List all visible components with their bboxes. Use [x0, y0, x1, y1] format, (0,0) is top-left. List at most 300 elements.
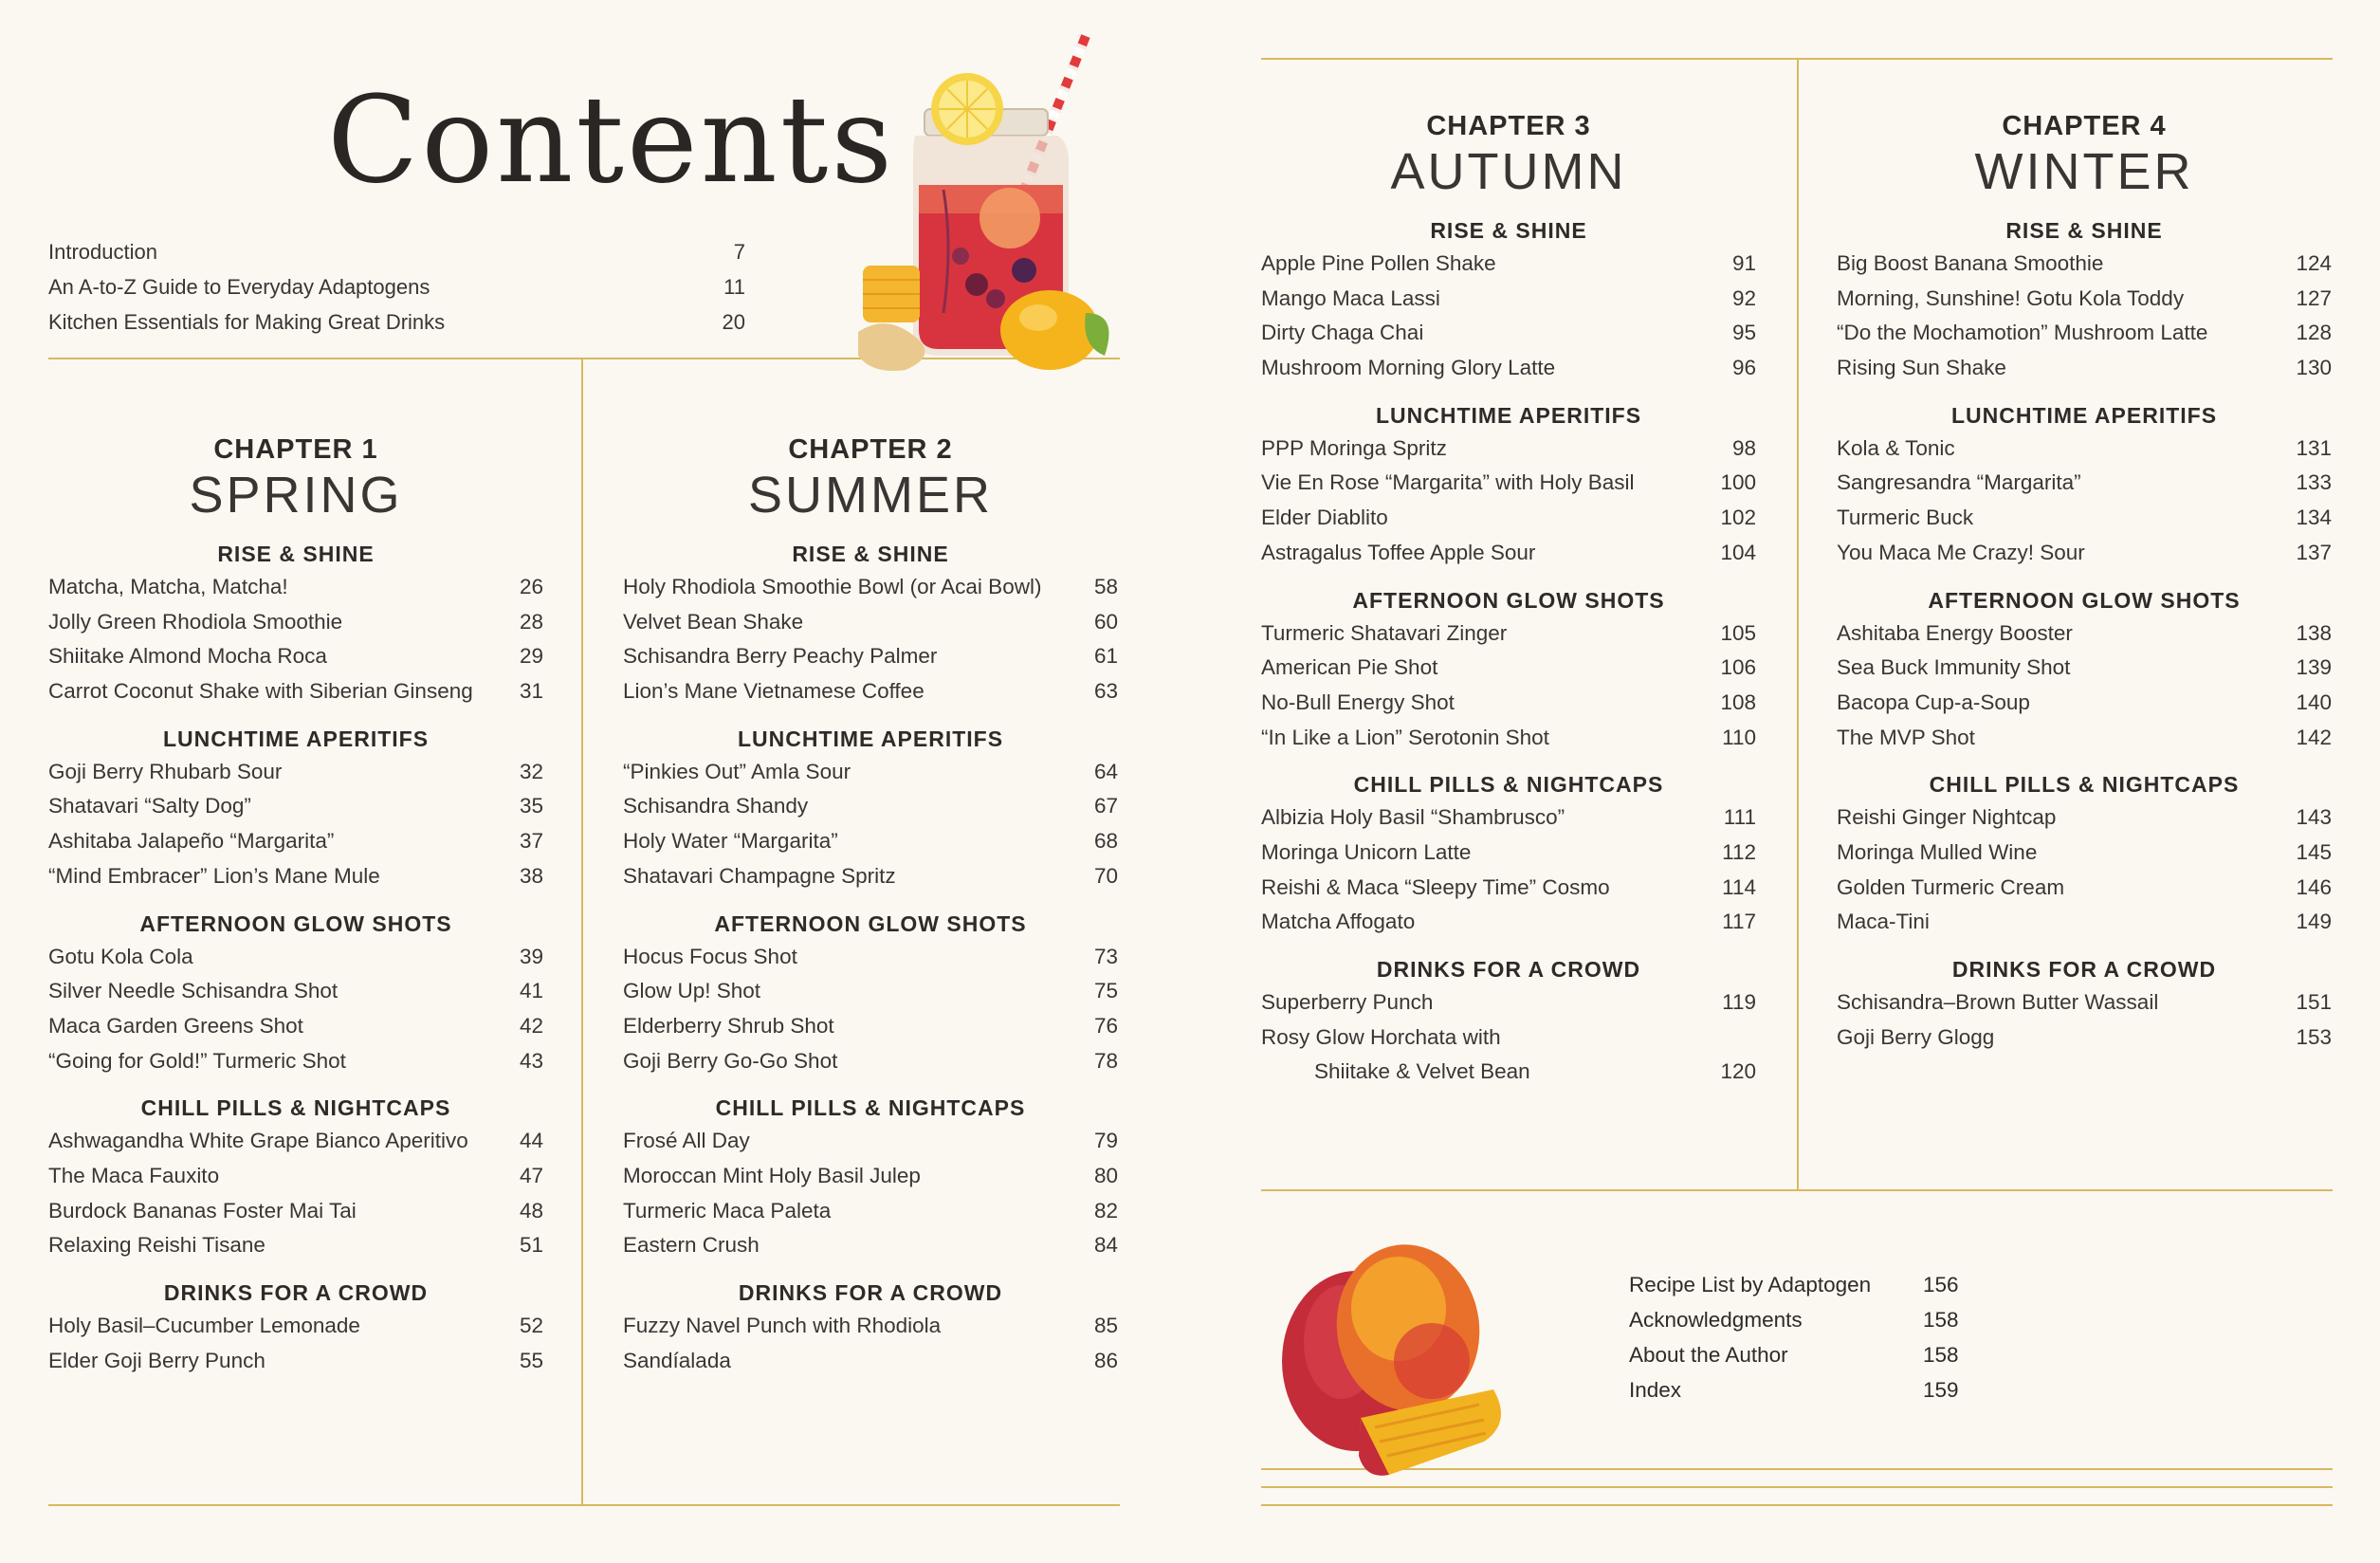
- list-item: [1261, 651, 1756, 686]
- chapter-3: [1261, 110, 1756, 1090]
- list-item: [48, 605, 543, 640]
- rule-left-divider: [581, 358, 583, 1505]
- list-item: [1837, 721, 2332, 756]
- entry-label: Moringa Unicorn Latte: [1261, 839, 1472, 864]
- entry-label: Shiitake & Velvet Bean: [1314, 1059, 1530, 1084]
- list-item: [623, 1194, 1118, 1229]
- entry-label: Mushroom Morning Glory Latte: [1261, 356, 1556, 380]
- entry-label: Turmeric Maca Paleta: [623, 1198, 832, 1223]
- list-item: [1261, 686, 1756, 721]
- entry-label: Maca Garden Greens Shot: [48, 1013, 303, 1038]
- list-item: [48, 1159, 543, 1194]
- list-item: [48, 940, 543, 975]
- entry-label: Kola & Tonic: [1837, 435, 1955, 460]
- page-number: 105: [1720, 620, 1756, 645]
- page-number: 39: [519, 944, 543, 968]
- section: [1837, 214, 2332, 386]
- page-number: 73: [1093, 944, 1118, 968]
- list-item: [48, 639, 543, 674]
- section: [48, 908, 543, 1079]
- list-item: [48, 570, 543, 605]
- entry-label: Shiitake Almond Mocha Roca: [48, 644, 327, 669]
- page-number: 48: [519, 1198, 543, 1223]
- entry-label: Albizia Holy Basil “Shambrusco”: [1261, 805, 1565, 830]
- page-number: 47: [519, 1163, 543, 1187]
- page-number: 111: [1723, 805, 1756, 830]
- list-item: [623, 674, 1118, 709]
- list-item: [1629, 1372, 1961, 1407]
- rule-bottom-right-3: [1261, 1504, 2333, 1506]
- entry-label: Acknowledgments: [1629, 1308, 1803, 1332]
- section-title: AFTERNOON GLOW SHOTS: [1352, 587, 1665, 613]
- entry-label: Hocus Focus Shot: [623, 944, 797, 968]
- page-number: 31: [519, 679, 543, 704]
- list-item: [1629, 1302, 1961, 1337]
- list-item: [48, 1344, 543, 1379]
- entry-label: About the Author: [1629, 1343, 1788, 1367]
- chapter-label: CHAPTER 2: [788, 434, 953, 465]
- rule-bottom-left: [48, 1504, 1120, 1506]
- list-item: [1837, 536, 2332, 571]
- list-item: [623, 1159, 1118, 1194]
- entry-label: Maca-Tini: [1837, 910, 1930, 934]
- entry-label: American Pie Shot: [1261, 655, 1438, 680]
- entry-label: Elder Diablito: [1261, 506, 1388, 530]
- list-item: [1261, 432, 1756, 467]
- list-item: [1837, 651, 2332, 686]
- section: [1261, 584, 1756, 756]
- page-number: 158: [1923, 1308, 1959, 1332]
- page-number: 38: [519, 863, 543, 888]
- page-number: 120: [1720, 1059, 1756, 1084]
- entry-label: Schisandra Shandy: [623, 794, 809, 818]
- page-number: 104: [1720, 540, 1756, 564]
- section-title: CHILL PILLS & NIGHTCAPS: [140, 1095, 451, 1121]
- page-number: 78: [1093, 1048, 1118, 1073]
- page-number: 140: [2296, 690, 2332, 714]
- section-title: DRINKS FOR A CROWD: [163, 1280, 429, 1305]
- section-title: RISE & SHINE: [217, 542, 375, 566]
- list-item: [623, 605, 1118, 640]
- list-item: [1261, 536, 1756, 571]
- section-title: AFTERNOON GLOW SHOTS: [1928, 587, 2241, 613]
- page-number: 42: [519, 1013, 543, 1038]
- entry-label: Eastern Crush: [623, 1233, 760, 1258]
- entry-label: Frosé All Day: [623, 1129, 750, 1153]
- list-item: [623, 974, 1118, 1009]
- entry-label: Matcha, Matcha, Matcha!: [48, 575, 288, 598]
- page-number: 158: [1923, 1343, 1959, 1367]
- entry-label: Shatavari Champagne Spritz: [623, 863, 896, 888]
- page-number: 63: [1093, 679, 1118, 704]
- page-number: 85: [1093, 1314, 1118, 1337]
- page-number: 26: [519, 575, 543, 598]
- mason-jar-drink-icon: [849, 28, 1124, 375]
- entry-label: Jolly Green Rhodiola Smoothie: [48, 609, 343, 634]
- entry-label: Sandíalada: [623, 1348, 731, 1372]
- entry-label: Glow Up! Shot: [623, 979, 761, 1003]
- section: [1261, 399, 1756, 571]
- entry-label: Turmeric Shatavari Zinger: [1261, 620, 1508, 645]
- list-item: [48, 304, 745, 340]
- list-item: [48, 1044, 543, 1079]
- section: [1261, 214, 1756, 386]
- section: [1837, 768, 2332, 940]
- chapter-name: SPRING: [189, 467, 403, 524]
- entry-label: You Maca Me Crazy! Sour: [1837, 540, 2085, 564]
- page-number: 28: [519, 609, 543, 634]
- chapter-label: CHAPTER 3: [1426, 111, 1591, 141]
- list-item: [1837, 686, 2332, 721]
- page-number: 128: [2296, 321, 2332, 345]
- entry-label: Moringa Mulled Wine: [1837, 839, 2038, 864]
- list-item: [623, 940, 1118, 975]
- entry-label: “Pinkies Out” Amla Sour: [623, 759, 851, 783]
- list-item: [1261, 836, 1756, 871]
- front-matter-list: [48, 234, 745, 340]
- section-title: DRINKS FOR A CROWD: [1376, 957, 1641, 982]
- page-number: 110: [1722, 725, 1756, 749]
- section-title: CHILL PILLS & NIGHTCAPS: [1353, 772, 1664, 798]
- section: [48, 1092, 543, 1263]
- page-number: 100: [1720, 470, 1756, 495]
- page-number: 52: [519, 1314, 543, 1337]
- page-number: 58: [1093, 575, 1118, 598]
- rule-bottom-right-2: [1261, 1486, 2333, 1488]
- section: [1837, 584, 2332, 756]
- page-number: 91: [1731, 251, 1756, 275]
- section-title: CHILL PILLS & NIGHTCAPS: [1929, 772, 2240, 798]
- list-item: [1837, 800, 2332, 836]
- page-number: 41: [519, 979, 543, 1003]
- entry-label: Astragalus Toffee Apple Sour: [1261, 540, 1536, 564]
- section: [623, 1277, 1118, 1378]
- section-title: AFTERNOON GLOW SHOTS: [139, 910, 452, 936]
- section-title: RISE & SHINE: [1430, 218, 1587, 243]
- entry-label: Rosy Glow Horchata with: [1261, 1024, 1501, 1049]
- entry-label: Golden Turmeric Cream: [1837, 874, 2065, 899]
- list-item: [623, 789, 1118, 824]
- entry-label: Dirty Chaga Chai: [1261, 321, 1424, 345]
- page-number: 137: [2296, 540, 2332, 564]
- chapter-2: [623, 433, 1118, 1378]
- list-item: [1837, 247, 2332, 282]
- section-title: DRINKS FOR A CROWD: [1951, 957, 2217, 982]
- entry-label: No-Bull Energy Shot: [1261, 690, 1455, 714]
- page-number: 108: [1720, 690, 1756, 714]
- entry-label: Reishi & Maca “Sleepy Time” Cosmo: [1261, 874, 1610, 899]
- list-item: [623, 1228, 1118, 1263]
- page-number: 75: [1093, 979, 1118, 1003]
- entry-label: Goji Berry Rhubarb Sour: [48, 759, 283, 783]
- entry-label: “Do the Mochamotion” Mushroom Latte: [1837, 321, 2208, 345]
- section-title: LUNCHTIME APERITIFS: [1375, 402, 1642, 428]
- entry-label: Vie En Rose “Margarita” with Holy Basil: [1261, 470, 1635, 495]
- entry-label: Apple Pine Pollen Shake: [1261, 251, 1496, 275]
- list-item: [623, 859, 1118, 894]
- entry-label: Big Boost Banana Smoothie: [1837, 251, 2104, 275]
- list-item: [48, 974, 543, 1009]
- list-item: [623, 1009, 1118, 1044]
- entry-label: Ashitaba Energy Booster: [1837, 620, 2073, 645]
- entry-label: Relaxing Reishi Tisane: [48, 1233, 265, 1258]
- section-title: CHILL PILLS & NIGHTCAPS: [715, 1095, 1026, 1121]
- page-number: 61: [1093, 644, 1118, 669]
- entry-label: Recipe List by Adaptogen: [1629, 1273, 1872, 1296]
- list-item: [1261, 316, 1756, 351]
- section: [48, 723, 543, 894]
- list-item: [1837, 905, 2332, 940]
- list-item: [1837, 616, 2332, 652]
- section: [1837, 399, 2332, 571]
- list-item: [48, 755, 543, 790]
- list-item: [48, 1124, 543, 1159]
- page-number: 11: [723, 275, 745, 299]
- page-number: 84: [1093, 1233, 1118, 1258]
- chapter-label: CHAPTER 1: [213, 434, 378, 465]
- list-item: [1629, 1337, 1961, 1372]
- page-number: 159: [1923, 1378, 1959, 1402]
- page-number: 79: [1093, 1129, 1118, 1153]
- page-number: 146: [2296, 874, 2332, 899]
- entry-label: Index: [1629, 1378, 1682, 1402]
- page-number: 106: [1720, 655, 1756, 680]
- list-item: [1261, 1021, 1756, 1056]
- list-item: [1261, 871, 1756, 906]
- page-number: 98: [1731, 435, 1756, 460]
- entry-label: Moroccan Mint Holy Basil Julep: [623, 1163, 921, 1187]
- entry-label: Elder Goji Berry Punch: [48, 1348, 265, 1372]
- list-item: [623, 570, 1118, 605]
- page-number: 64: [1093, 759, 1118, 783]
- chapter-name: WINTER: [1974, 143, 2194, 200]
- page-number: 139: [2296, 655, 2332, 680]
- entry-label: Reishi Ginger Nightcap: [1837, 805, 2057, 830]
- list-item: [1837, 351, 2332, 386]
- entry-label: Ashitaba Jalapeño “Margarita”: [48, 829, 335, 854]
- section: [623, 1092, 1118, 1263]
- rule-right-divider: [1797, 58, 1799, 1190]
- list-item: [1837, 501, 2332, 536]
- page-number: 95: [1731, 321, 1756, 345]
- list-item: [1837, 1021, 2332, 1056]
- page-number: 70: [1093, 863, 1118, 888]
- list-item: [1261, 616, 1756, 652]
- entry-label: Bacopa Cup-a-Soup: [1837, 690, 2030, 714]
- page-number: 7: [733, 240, 745, 264]
- page-number: 67: [1093, 794, 1118, 818]
- page-number: 82: [1093, 1198, 1118, 1223]
- list-item: [1261, 905, 1756, 940]
- page-title: Contents: [327, 70, 896, 210]
- page-number: 143: [2296, 805, 2332, 830]
- page-number: 151: [2296, 990, 2332, 1014]
- page-number: 51: [519, 1233, 543, 1258]
- list-item: [623, 639, 1118, 674]
- entry-label: Lion’s Mane Vietnamese Coffee: [623, 679, 925, 704]
- entry-label: Ashwagandha White Grape Bianco Aperitivo: [48, 1129, 468, 1153]
- page-number: 149: [2296, 910, 2332, 934]
- entry-label: Goji Berry Glogg: [1837, 1024, 1995, 1049]
- section-title: DRINKS FOR A CROWD: [738, 1280, 1003, 1305]
- entry-label: Matcha Affogato: [1261, 910, 1416, 934]
- list-item: [48, 234, 745, 269]
- page-number: 55: [519, 1348, 543, 1372]
- mango-icon: [1275, 1238, 1541, 1484]
- entry-label: The MVP Shot: [1837, 725, 1975, 749]
- list-item: [1261, 800, 1756, 836]
- page-number: 68: [1093, 829, 1118, 854]
- section: [623, 908, 1118, 1079]
- page-number: 102: [1720, 506, 1756, 530]
- section-title: LUNCHTIME APERITIFS: [737, 726, 1004, 751]
- list-item: [623, 1044, 1118, 1079]
- page-number: 117: [1722, 910, 1756, 934]
- section: [48, 538, 543, 709]
- section: [1837, 953, 2332, 1055]
- entry-label: Fuzzy Navel Punch with Rhodiola: [623, 1314, 942, 1337]
- list-item: [1837, 985, 2332, 1021]
- chapter-4: [1837, 110, 2332, 1055]
- page-number: 114: [1722, 874, 1756, 899]
- chapter-name: SUMMER: [748, 467, 993, 524]
- section-title: RISE & SHINE: [2005, 218, 2163, 243]
- rule-right-mid: [1261, 1189, 2333, 1191]
- chapter-name: AUTUMN: [1390, 143, 1627, 200]
- list-item: [1261, 501, 1756, 536]
- entry-label: Shatavari “Salty Dog”: [48, 794, 251, 818]
- list-item: [623, 824, 1118, 859]
- page-number: 112: [1722, 839, 1756, 864]
- page-number: 29: [519, 644, 543, 669]
- entry-label: An A-to-Z Guide to Everyday Adaptogens: [48, 275, 430, 299]
- list-item: [623, 1124, 1118, 1159]
- entry-label: Goji Berry Go-Go Shot: [623, 1048, 838, 1073]
- list-item: [48, 674, 543, 709]
- page-number: 60: [1093, 609, 1118, 634]
- page-number: 156: [1923, 1273, 1959, 1296]
- page-number: 131: [2296, 435, 2332, 460]
- list-item: [48, 269, 745, 304]
- entry-label: The Maca Fauxito: [48, 1163, 220, 1187]
- page-number: 32: [519, 759, 543, 783]
- entry-label: Holy Basil–Cucumber Lemonade: [48, 1314, 360, 1337]
- page-number: 153: [2296, 1024, 2332, 1049]
- page-number: 133: [2296, 470, 2332, 495]
- section-title: LUNCHTIME APERITIFS: [162, 726, 430, 751]
- back-matter-list: [1629, 1267, 1961, 1407]
- entry-label: Kitchen Essentials for Making Great Drinks: [48, 310, 446, 334]
- entry-label: Rising Sun Shake: [1837, 356, 2006, 380]
- list-item: [1837, 466, 2332, 501]
- section: [1261, 953, 1756, 1090]
- list-item: [1837, 871, 2332, 906]
- chapter-1: [48, 433, 543, 1378]
- entry-label: Velvet Bean Shake: [623, 609, 804, 634]
- entry-label: Sea Buck Immunity Shot: [1837, 655, 2071, 680]
- page-number: 119: [1722, 990, 1756, 1014]
- list-item: [1837, 316, 2332, 351]
- page-number: 142: [2296, 725, 2332, 749]
- entry-label: Holy Water “Margarita”: [623, 829, 838, 854]
- page-number: 44: [519, 1129, 543, 1153]
- page-number: 80: [1093, 1163, 1118, 1187]
- list-item: [48, 1009, 543, 1044]
- list-item: [1629, 1267, 1961, 1302]
- entry-label: Morning, Sunshine! Gotu Kola Toddy: [1837, 285, 2185, 310]
- list-item: [1261, 351, 1756, 386]
- entry-label: Introduction: [48, 240, 157, 264]
- list-item: [623, 1344, 1118, 1379]
- entry-label: Elderberry Shrub Shot: [623, 1013, 834, 1038]
- page-number: 37: [519, 829, 543, 854]
- chapter-label: CHAPTER 4: [2002, 111, 2167, 141]
- page-number: 124: [2296, 251, 2332, 275]
- entry-label: Sangresandra “Margarita”: [1837, 470, 2081, 495]
- list-item: [1261, 247, 1756, 282]
- list-item: [48, 1194, 543, 1229]
- list-item: [48, 824, 543, 859]
- page-number: 130: [2296, 356, 2332, 380]
- list-item: [48, 1309, 543, 1344]
- entry-label: “Going for Gold!” Turmeric Shot: [48, 1048, 346, 1073]
- page-number: 145: [2296, 839, 2332, 864]
- entry-label: “Mind Embracer” Lion’s Mane Mule: [48, 863, 380, 888]
- entry-label: PPP Moringa Spritz: [1261, 435, 1447, 460]
- page-number: 138: [2296, 620, 2332, 645]
- list-item: [623, 755, 1118, 790]
- entry-label: Silver Needle Schisandra Shot: [48, 979, 339, 1003]
- list-item: [1261, 1055, 1756, 1090]
- section-title: RISE & SHINE: [792, 542, 949, 566]
- list-item: [623, 1309, 1118, 1344]
- list-item: [1837, 432, 2332, 467]
- entry-label: Holy Rhodiola Smoothie Bowl (or Acai Bowl): [623, 575, 1042, 598]
- page-number: 134: [2296, 506, 2332, 530]
- page-number: 35: [519, 794, 543, 818]
- section: [48, 1277, 543, 1378]
- section: [1261, 768, 1756, 940]
- list-item: [48, 789, 543, 824]
- page-number: 43: [519, 1048, 543, 1073]
- page-number: 92: [1731, 285, 1756, 310]
- section: [623, 538, 1118, 709]
- list-item: [1261, 721, 1756, 756]
- page-number: 86: [1093, 1348, 1118, 1372]
- list-item: [1837, 836, 2332, 871]
- list-item: [1261, 466, 1756, 501]
- list-item: [1837, 282, 2332, 317]
- section-title: LUNCHTIME APERITIFS: [1950, 402, 2218, 428]
- entry-label: Burdock Bananas Foster Mai Tai: [48, 1198, 357, 1223]
- page-number: 96: [1731, 356, 1756, 380]
- list-item: [48, 859, 543, 894]
- entry-label: Turmeric Buck: [1837, 506, 1974, 530]
- entry-label: “In Like a Lion” Serotonin Shot: [1261, 725, 1549, 749]
- page-number: 127: [2296, 285, 2332, 310]
- list-item: [1261, 282, 1756, 317]
- entry-label: Schisandra Berry Peachy Palmer: [623, 644, 938, 669]
- list-item: [1261, 985, 1756, 1021]
- page-number: 20: [722, 310, 745, 334]
- section: [623, 723, 1118, 894]
- list-item: [48, 1228, 543, 1263]
- section-title: AFTERNOON GLOW SHOTS: [714, 910, 1027, 936]
- entry-label: Superberry Punch: [1261, 990, 1434, 1014]
- entry-label: Schisandra–Brown Butter Wassail: [1837, 990, 2159, 1014]
- page-number: 76: [1093, 1013, 1118, 1038]
- entry-label: Mango Maca Lassi: [1261, 285, 1440, 310]
